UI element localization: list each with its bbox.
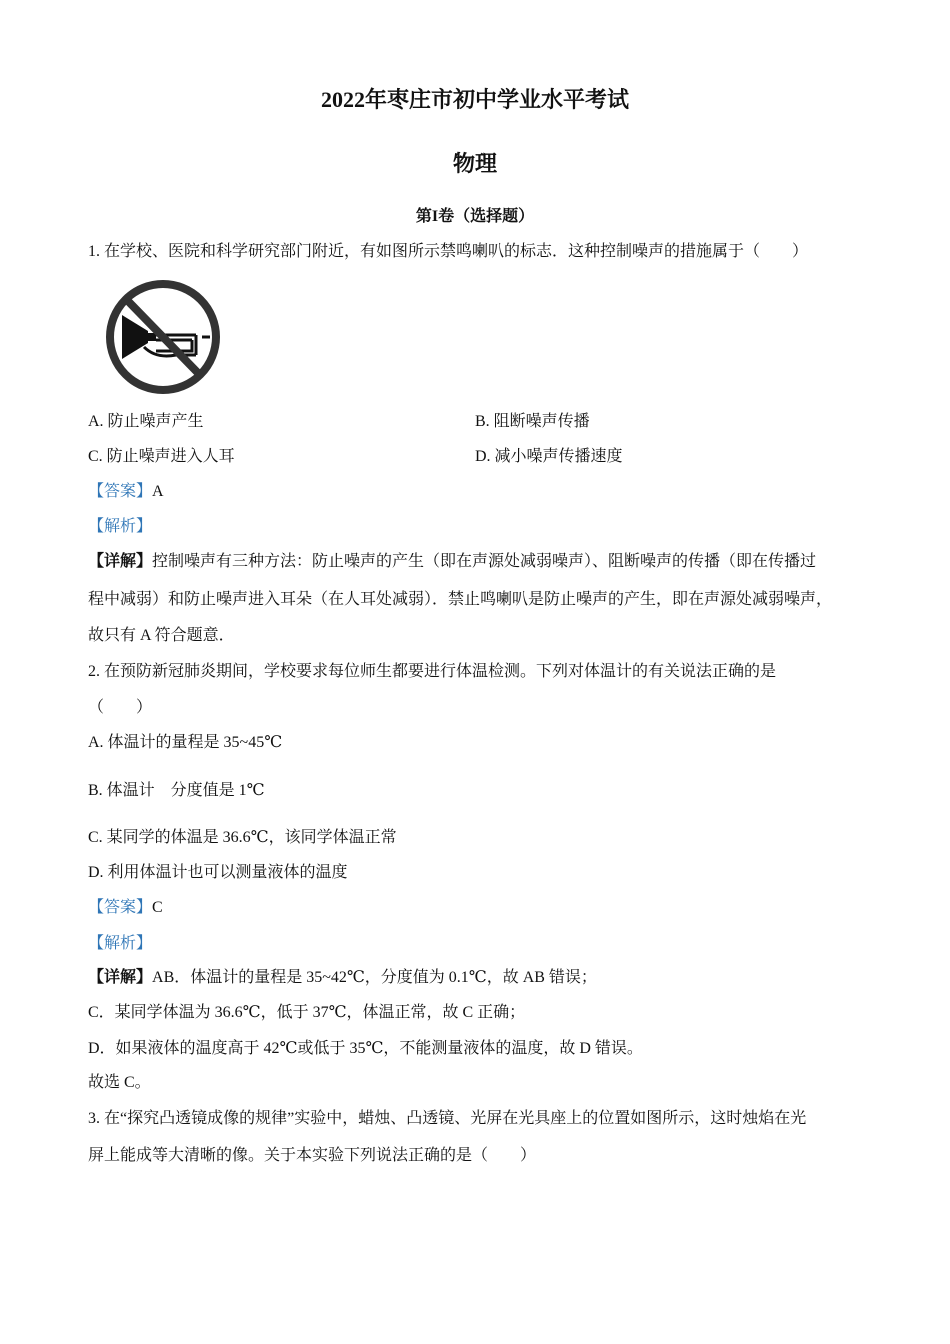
q2-detail-line-1: 【详解】AB．体温计的量程是 35~42℃，分度值为 0.1℃，故 AB 错误； [88, 969, 597, 986]
q1-detail-line-3: 故只有 A 符合题意． [88, 627, 235, 644]
q1-analysis-label: 【解析】 [88, 518, 153, 535]
q2-option-d: D. 利用体温计也可以测量液体的温度 [88, 864, 348, 881]
q1-detail-line-2: 程中减弱）和防止噪声进入耳朵（在人耳处减弱）．禁止鸣喇叭是防止噪声的产生，即在声源处减弱噪声， [88, 591, 833, 608]
q2-detail-line-4: 故选 C。 [88, 1074, 151, 1091]
q1-stem: 1. 在学校、医院和科学研究部门附近，有如图所示禁鸣喇叭的标志．这种控制噪声的措施属于（ ） [88, 243, 809, 260]
q2-stem-bracket: （ ） [88, 699, 153, 716]
q2-answer-value: C [152, 899, 163, 916]
answer-label: 【答案】 [88, 483, 153, 500]
q2-stem: 2. 在预防新冠肺炎期间，学校要求每位师生都要进行体温检测。下列对体温计的有关说法正确的是 [88, 663, 777, 680]
answer-label: 【答案】 [88, 899, 153, 916]
q2-detail-line-3: D．如果液体的温度高于 42℃或低于 35℃，不能测量液体的温度，故 D 错误。 [88, 1040, 643, 1057]
q2-analysis-label: 【解析】 [88, 935, 153, 952]
q2-option-b: B. 体温计 分度值是 1℃ [88, 782, 265, 799]
q1-option-c: C. 防止噪声进入人耳 [88, 448, 235, 465]
page-title: 2022年枣庄市初中学业水平考试 [320, 87, 629, 112]
q2-answer-row [88, 898, 163, 918]
q1-option-d: D. 减小噪声传播速度 [475, 448, 623, 465]
q1-detail-line-1: 【详解】控制噪声有三种方法：防止噪声的产生（即在声源处减弱噪声）、阻断噪声的传播（即在传播过 [88, 553, 817, 570]
q3-stem-line-2: 屏上能成等大清晰的像。关于本实验下列说法正确的是（ ） [88, 1147, 537, 1164]
q1-answer-value: A [152, 483, 164, 500]
subject-title: 物理 [452, 151, 497, 176]
q1-option-a: A. 防止噪声产生 [88, 413, 204, 430]
section-title: 第I卷（选择题） [415, 208, 535, 225]
detail-label: 【详解】 [88, 553, 153, 570]
q1-option-b: B. 阻断噪声传播 [475, 413, 590, 430]
q2-detail-line-2: C．某同学体温为 36.6℃，低于 37℃，体温正常，故 C 正确； [88, 1004, 526, 1021]
detail-label: 【详解】 [88, 969, 153, 986]
q2-option-a: A. 体温计的量程是 35~45℃ [88, 734, 283, 751]
q3-stem-line-1: 3. 在“探究凸透镜成像的规律”实验中，蜡烛、凸透镜、光屏在光具座上的位置如图所示，这时烛焰在光 [88, 1110, 807, 1127]
q1-answer-row [88, 482, 164, 502]
q2-option-c: C. 某同学的体温是 36.6℃，该同学体温正常 [88, 829, 397, 846]
no-horn-sign-icon [104, 279, 222, 395]
